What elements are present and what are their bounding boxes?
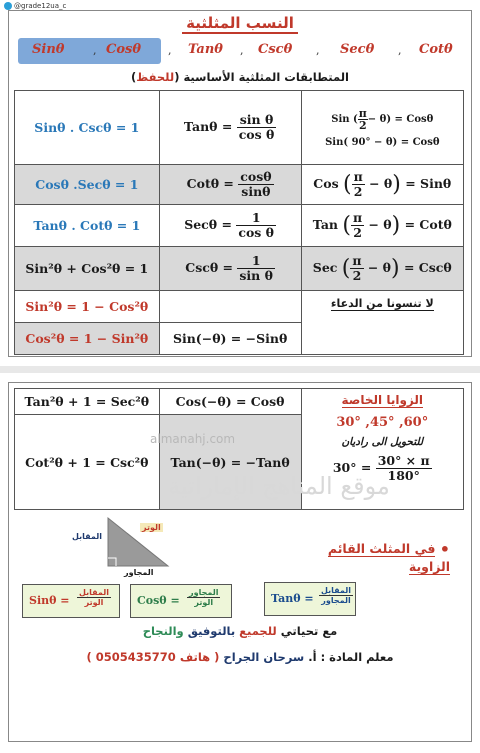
ratio-cot: Cotθ xyxy=(419,42,453,57)
reciprocal-tan-cot: Tanθ . Cotθ = 1 xyxy=(15,205,160,247)
quotient-tan: Tanθ = $\frac{\text{sin θ}}{\text{cos θ}}$ xyxy=(159,91,301,165)
identities-subtitle: المتطابقات المثلثية الأساسية (للحفظ) xyxy=(131,70,349,84)
ratio-comma: , xyxy=(316,44,320,57)
sin-squared-identity: Sin²θ = 1 − Cos²θ xyxy=(15,291,160,323)
reciprocal-sec: Secθ = $\frac{1}{\text{cos θ}}$ xyxy=(159,205,301,247)
telegram-icon xyxy=(4,2,12,10)
cofunction-cos: Cos ( $\frac{\pi}{2}$ − θ) = Sinθ xyxy=(301,165,463,205)
label-hypotenuse: الوتر xyxy=(142,523,161,532)
radian-conversion: 30° = $\frac{30^\circ \times \pi}{180^\circ}$ xyxy=(332,453,430,483)
pythagorean-identity: Sin²θ + Cos²θ = 1 xyxy=(15,247,160,291)
special-angles-values: 30° ,45° ,60° xyxy=(336,415,429,430)
ratio-sin: Sinθ xyxy=(32,42,65,57)
empty-cell xyxy=(159,291,301,323)
special-angles: الزوايا الخاصة 30° ,45° ,60° للتحويل الى راديان 30° = $\frac{30^\circ \times \pi}{180^\circ}$ xyxy=(301,389,463,510)
pythagorean-cot-csc: Cot²θ + 1 = Csc²θ xyxy=(15,415,160,510)
radian-note: للتحويل الى راديان xyxy=(341,436,424,448)
cos-definition: Cosθ = المجاور الوتر xyxy=(130,584,232,618)
right-triangle-heading: • في المثلث القائم الزاوية xyxy=(327,540,450,574)
wishes-line: مع تحياتي للجميع بالتوفيق والنجاح xyxy=(142,624,338,638)
tan-fraction: $\frac{\text{sin θ}}{\text{cos θ}}$ xyxy=(238,112,275,142)
dua-note: لا تنسونا من الدعاء xyxy=(301,291,463,355)
cofunction-tan: Tan ( $\frac{\pi}{2}$ − θ) = Cotθ xyxy=(301,205,463,247)
reciprocal-sin-csc: Sinθ . Cscθ = 1 xyxy=(15,91,160,165)
teacher-line: معلم المادة : أ. سرحان الجراح ( هاتف 0505435770 ) xyxy=(86,650,394,664)
reciprocal-cos-sec: Cosθ .Secθ = 1 xyxy=(15,165,160,205)
ratio-comma: , xyxy=(93,44,97,57)
telegram-handle: @grade12ua_c xyxy=(4,2,66,10)
ratios-row xyxy=(18,38,462,64)
ratio-comma: , xyxy=(398,44,402,57)
quotient-cot: Cotθ = $\frac{\cos\theta}{\sin\theta}$ xyxy=(159,165,301,205)
section-separator xyxy=(0,366,480,373)
pythagorean-tan-sec: Tan²θ + 1 = Sec²θ xyxy=(15,389,160,415)
cofunction-sec: Sec ( $\frac{\pi}{2}$ − θ) = Cscθ xyxy=(301,247,463,291)
right-triangle-diagram xyxy=(104,514,174,570)
ratio-sec: Secθ xyxy=(340,42,375,57)
cos-squared-identity: Cos²θ = 1 − Sin²θ xyxy=(15,323,160,355)
reciprocal-csc: Cscθ = $\frac{1}{\text{sin θ}}$ xyxy=(159,247,301,291)
odd-tan: Tan(−θ) = −Tanθ xyxy=(159,415,301,510)
even-cos: Cos(−θ) = Cosθ xyxy=(159,389,301,415)
tan-definition: Tanθ = المقابل المجاور xyxy=(264,582,356,616)
odd-sin: Sin(−θ) = −Sinθ xyxy=(159,323,301,355)
identities-table xyxy=(14,90,464,355)
page-title: النسب المثلثية xyxy=(0,14,480,32)
sin-definition: Sinθ = المقابل الوتر xyxy=(22,584,120,618)
ratio-comma: , xyxy=(168,44,172,57)
cofunction-sin: Sin ( $\frac{\pi}{2}- \theta) = Cos\theta$ Sin( 90° − θ) = Cosθ xyxy=(301,91,463,165)
ratio-tan: Tanθ xyxy=(188,42,223,57)
ratio-csc: Cscθ xyxy=(258,42,293,57)
watermark-name: موقع المناهج الإماراتية xyxy=(168,472,390,500)
label-adjacent: المجاور xyxy=(124,568,154,577)
ratio-comma: , xyxy=(240,44,244,57)
ratio-cos: Cosθ xyxy=(106,42,142,57)
watermark-site: almanahj.com xyxy=(150,432,236,446)
label-opposite: المقابل xyxy=(72,532,103,541)
